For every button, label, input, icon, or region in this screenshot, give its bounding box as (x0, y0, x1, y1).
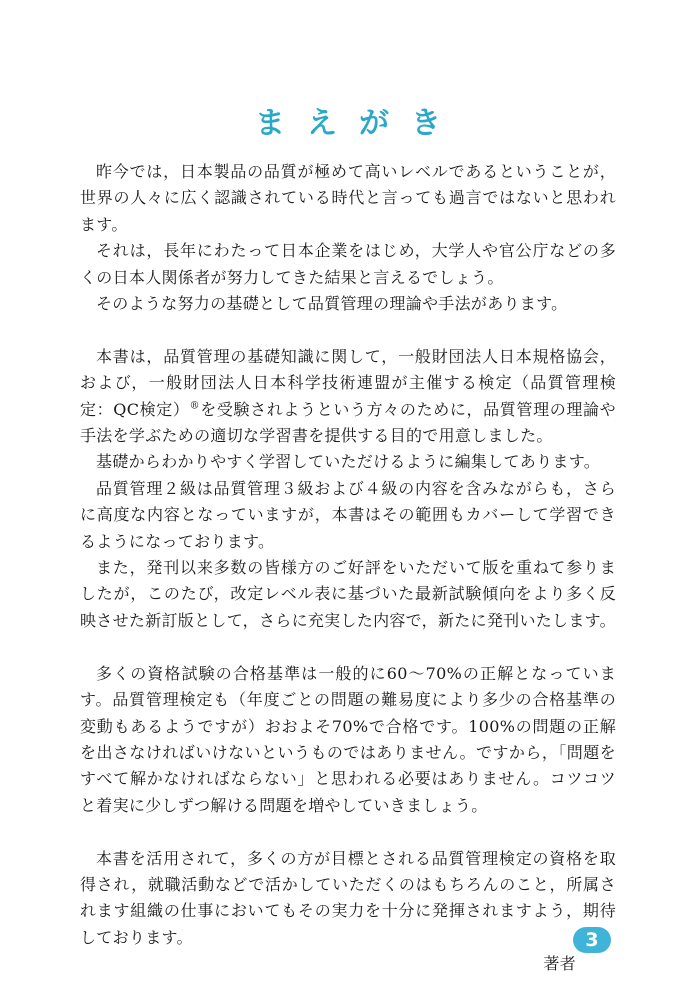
preface-body (80, 159, 616, 978)
page-title: まえがき (255, 106, 463, 141)
paragraph: それは，長年にわたって日本企業をはじめ，大学人や官公庁などの多くの日本人関係者が努力してきた結果と言えるでしょう。 (80, 241, 616, 287)
paragraph: 昨今では，日本製品の品質が極めて高いレベルであるということが，世界の人々に広く認識されている時代と言っても過言ではないと思われます。 (80, 162, 616, 234)
paragraph-gap (80, 634, 616, 660)
paragraph-gap (80, 819, 616, 845)
paragraph: そのような努力の基礎として品質管理の理論や手法があります。 (96, 294, 568, 314)
paragraph-text: を受験されようという方々のために，品質管理の理論や手法を学ぶための適切な学習書を提供する目的で用意しました。 (80, 399, 616, 446)
registered-mark: ® (189, 400, 200, 412)
paragraph: また，発刊以来多数の皆様方のご好評をいただいて版を重ねて参りましたが，このたび，改定レベル表に基づいた最新試験傾向をより多く反映させた新訂版として，さらに充実した内容で，新たに発刊いたします。 (80, 558, 616, 630)
paragraph (80, 344, 616, 450)
paragraph-text: 本書は，品質管理の基礎知識に関して，一般財団法人日本規格協会，および，一般財団法人日本科学技術連盟が主催する検定（品質管理検定：QC検定） (80, 346, 616, 419)
paragraph: 品質管理２級は品質管理３級および４級の内容を含みながらも，さらに高度な内容となっていますが，本書はその範囲もカバーして学習できるようになっております。 (80, 478, 616, 551)
paragraph: 基礎からわかりやすく学習していただけるように編集してあります。 (96, 452, 601, 472)
paragraph-gap (80, 317, 616, 343)
author-signature: 著者 (543, 954, 576, 974)
paragraph: 本書を活用されて，多くの方が目標とされる品質管理検定の資格を取得され，就職活動などで活かしていただくのはもちろんのこと，所属されます組織の仕事においてもその実力を十分に発揮されますよう，期待しております。 (80, 848, 616, 947)
paragraph: 多くの資格試験の合格基準は一般的に60～70%の正解となっています。品質管理検定も（年度ごとの問題の難易度により多少の合格基準の変動もあるようですが）おおよそ70%で合格です。100%の問題の正解を出さなければいけないというものではありません。ですから，「問題をすべて解かなければならない」と思われる必要はありません。コツコツと着実に少しずつ解ける問題を増やしていきましょう。 (80, 663, 616, 815)
page-number-badge: 3 (573, 927, 611, 953)
